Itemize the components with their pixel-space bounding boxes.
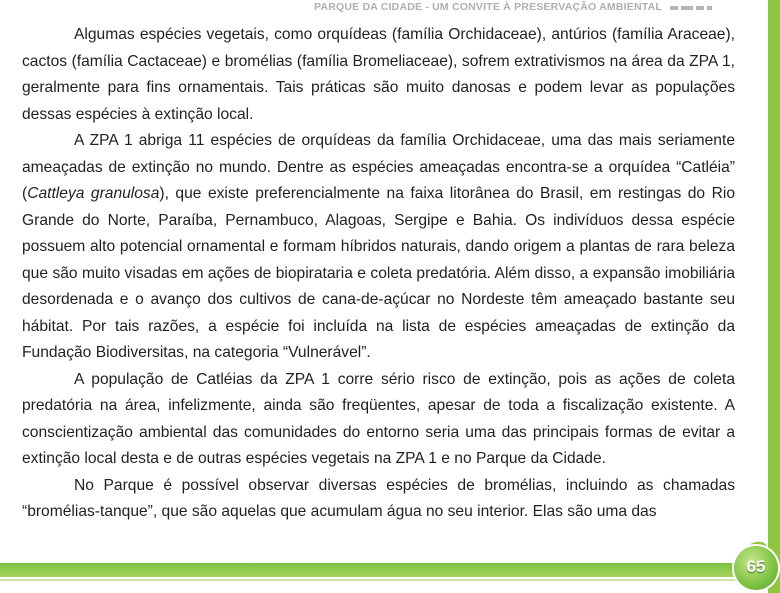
footer-line <box>0 579 745 581</box>
paragraph-1: Algumas espécies vegetais, como orquídeas (família Orchidaceae), antúrios (família Araceae), cactos (família Cactaceae) e bromélias (família Bromeliaceae), sofrem extrativismos na área da ZPA 1, geralmente para fins ornamentais. Tais práticas são muito danosas e podem levar as populações dessas espécies à extinção local. <box>22 26 735 123</box>
page-number: 65 <box>746 557 766 576</box>
paragraph-3: A população de Catléias da ZPA 1 corre sério risco de extinção, pois as ações de coleta predatória na área, infelizmente, ainda são freqüentes, apesar de toda a fiscalização existente. A conscientização ambiental das comunidades do entorno seria uma das principais formas de evitar a extinção local desta e de outras espécies vegetais na ZPA 1 e no Parque da Cidade. <box>22 370 735 467</box>
paragraph-4: No Parque é possível observar diversas espécies de bromélias, incluindo as chamadas “bromélias-tanque”, que são aquelas que acumulam água no seu interior. Elas são uma das <box>22 476 735 520</box>
header-dashes-ornament <box>670 6 712 10</box>
footer-green-bar <box>0 563 745 577</box>
body-text <box>22 22 735 526</box>
running-header <box>0 0 780 16</box>
header-title: PARQUE DA CIDADE - UM CONVITE À PRESERVAÇÃO AMBIENTAL <box>314 1 662 13</box>
right-edge-bar <box>768 0 780 593</box>
species-name: Cattleya granulosa <box>27 185 160 202</box>
page-number-badge <box>734 546 778 590</box>
paragraph-2: A ZPA 1 abriga 11 espécies de orquídeas da família Orchidaceae, uma das mais seriamente ameaçadas de extinção no mundo. Dentre as espécies ameaçadas encontra-se a orquídea “Catléia” (Cattleya granulosa), que existe preferencialmente na faixa litorânea do Brasil, em restingas do Rio Grande do Norte, Paraíba, Pernambuco, Alagoas, Sergipe e Bahia. Os indivíduos dessa espécie possuem alto potencial ornamental e formam híbridos naturais, dando origem a plantas de rara beleza que são muito visadas em ações de biopirataria e coleta predatória. Além disso, a expansão imobiliária desordenada e o avanço dos cultivos de cana-de-açúcar no Nordeste têm ameaçado bastante seu hábitat. Por tais razões, a espécie foi incluída na lista de espécies ameaçadas de extinção da Fundação Biodiversitas, na categoria “Vulnerável”. <box>22 132 735 361</box>
